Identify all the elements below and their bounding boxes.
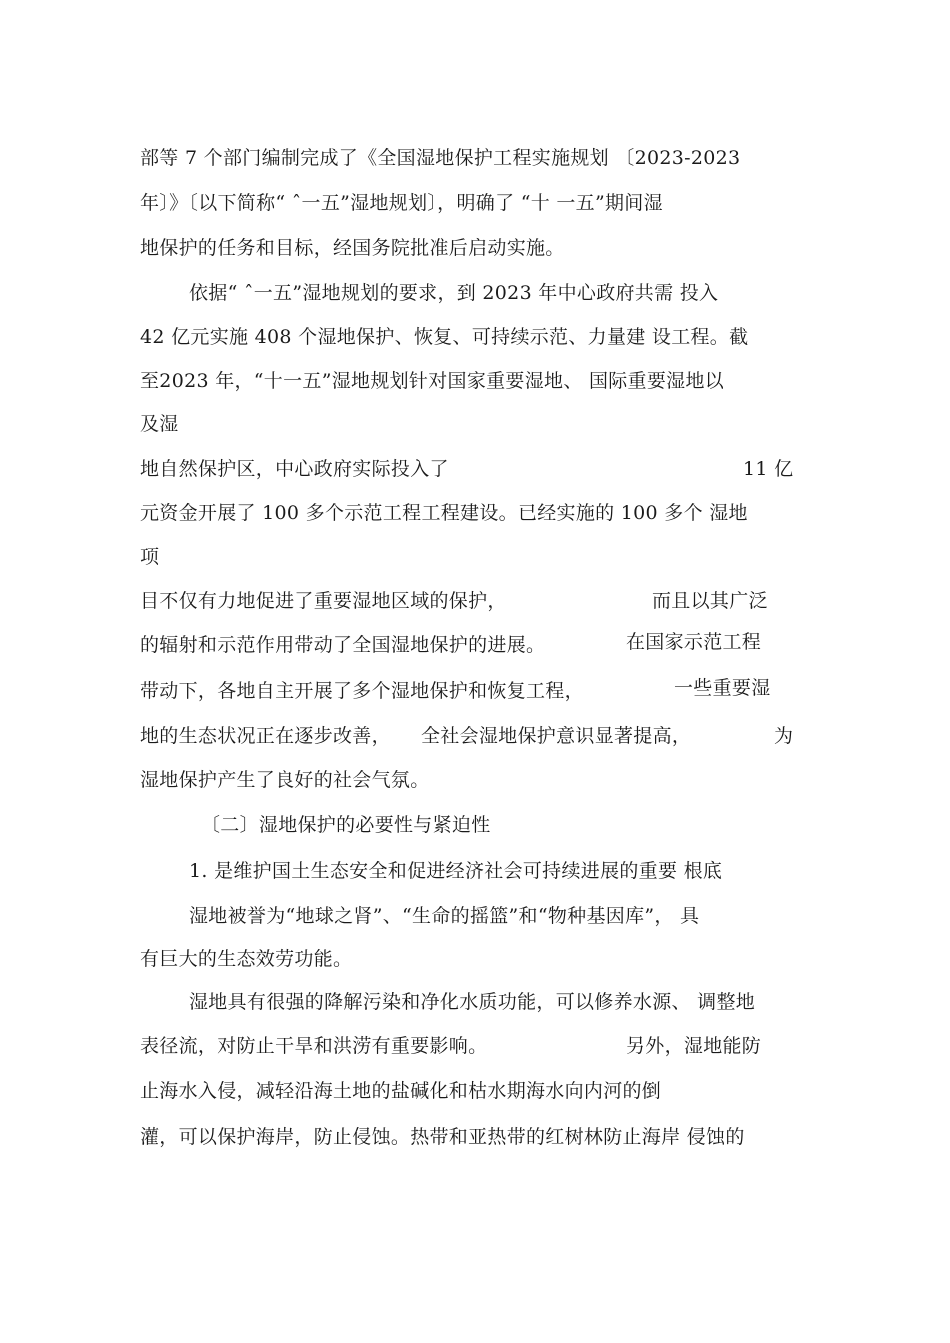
body-line-left: 的辐射和示范作用带动了全国湿地保护的进展。: [140, 634, 546, 656]
body-line-right: 为: [774, 725, 794, 747]
body-line: 部等 7 个部门编制完成了《全国湿地保护工程实施规划 〔2023-2023: [140, 147, 741, 169]
body-line-right: 另外，湿地能防: [626, 1035, 762, 1057]
body-line: 至2023 年，“十一五”湿地规划针对国家重要湿地、 国际重要湿地以: [140, 370, 725, 392]
body-line: [140, 1034, 762, 1058]
body-line: 湿地保护产生了良好的社会气氛。: [140, 769, 430, 791]
paragraph-first-line: 湿地被誉为“地球之肾”、“生命的摇篮”和“物种基因库”， 具: [189, 905, 700, 927]
body-line: 项: [140, 546, 160, 568]
body-line: [140, 631, 762, 657]
body-line: [140, 724, 794, 748]
body-line: 元资金开展了 100 多个示范工程工程建设。已经实施的 100 多个 湿地: [140, 502, 748, 524]
paragraph-first-line: 依据“ ˆ一五”湿地规划的要求，到 2023 年中心政府共需 投入: [189, 282, 719, 304]
body-line: 灌，可以保护海岸，防止侵蚀。热带和亚热带的红树林防止海岸 侵蚀的: [140, 1126, 745, 1148]
section-heading: 〔二〕湿地保护的必要性与紧迫性: [201, 814, 491, 836]
body-line-left: 表径流，对防止干旱和洪涝有重要影响。: [140, 1035, 488, 1057]
body-line-middle: 全社会湿地保护意识显著提高，: [421, 725, 692, 747]
body-line: 年〕》〔以下简称“ ˆ一五”湿地规划〕，明确了 “十 一五”期间湿: [140, 192, 663, 214]
body-line: [140, 677, 771, 703]
sub-heading: 1. 是维护国土生态安全和促进经济社会可持续进展的重要 根底: [189, 860, 723, 882]
body-line-left: 目不仅有力地促进了重要湿地区域的保护，: [140, 590, 507, 612]
body-line-right: 11 亿: [743, 458, 794, 480]
body-line-right: 而且以其广泛: [652, 590, 768, 612]
body-line: [140, 589, 768, 613]
body-line-right: 在国家示范工程: [626, 631, 762, 653]
body-line: 42 亿元实施 408 个湿地保护、恢复、可持续示范、力量建 设工程。截: [140, 326, 749, 348]
paragraph-first-line: 湿地具有很强的降解污染和净化水质功能，可以修养水源、 调整地: [189, 991, 756, 1013]
body-line: 地保护的任务和目标，经国务院批准后启动实施。: [140, 237, 565, 259]
body-line: [140, 457, 794, 481]
body-line-left: 地自然保护区，中心政府实际投入了: [140, 458, 449, 480]
body-line: 有巨大的生态效劳功能。: [140, 948, 353, 970]
body-line-right: 一些重要湿: [674, 677, 771, 699]
body-line: 及湿: [140, 413, 179, 435]
body-line: 止海水入侵，减轻沿海土地的盐碱化和枯水期海水向内河的倒: [140, 1080, 662, 1102]
body-line-left: 带动下，各地自主开展了多个湿地保护和恢复工程，: [140, 680, 584, 702]
body-line-left: 地的生态状况正在逐步改善，: [140, 725, 391, 747]
